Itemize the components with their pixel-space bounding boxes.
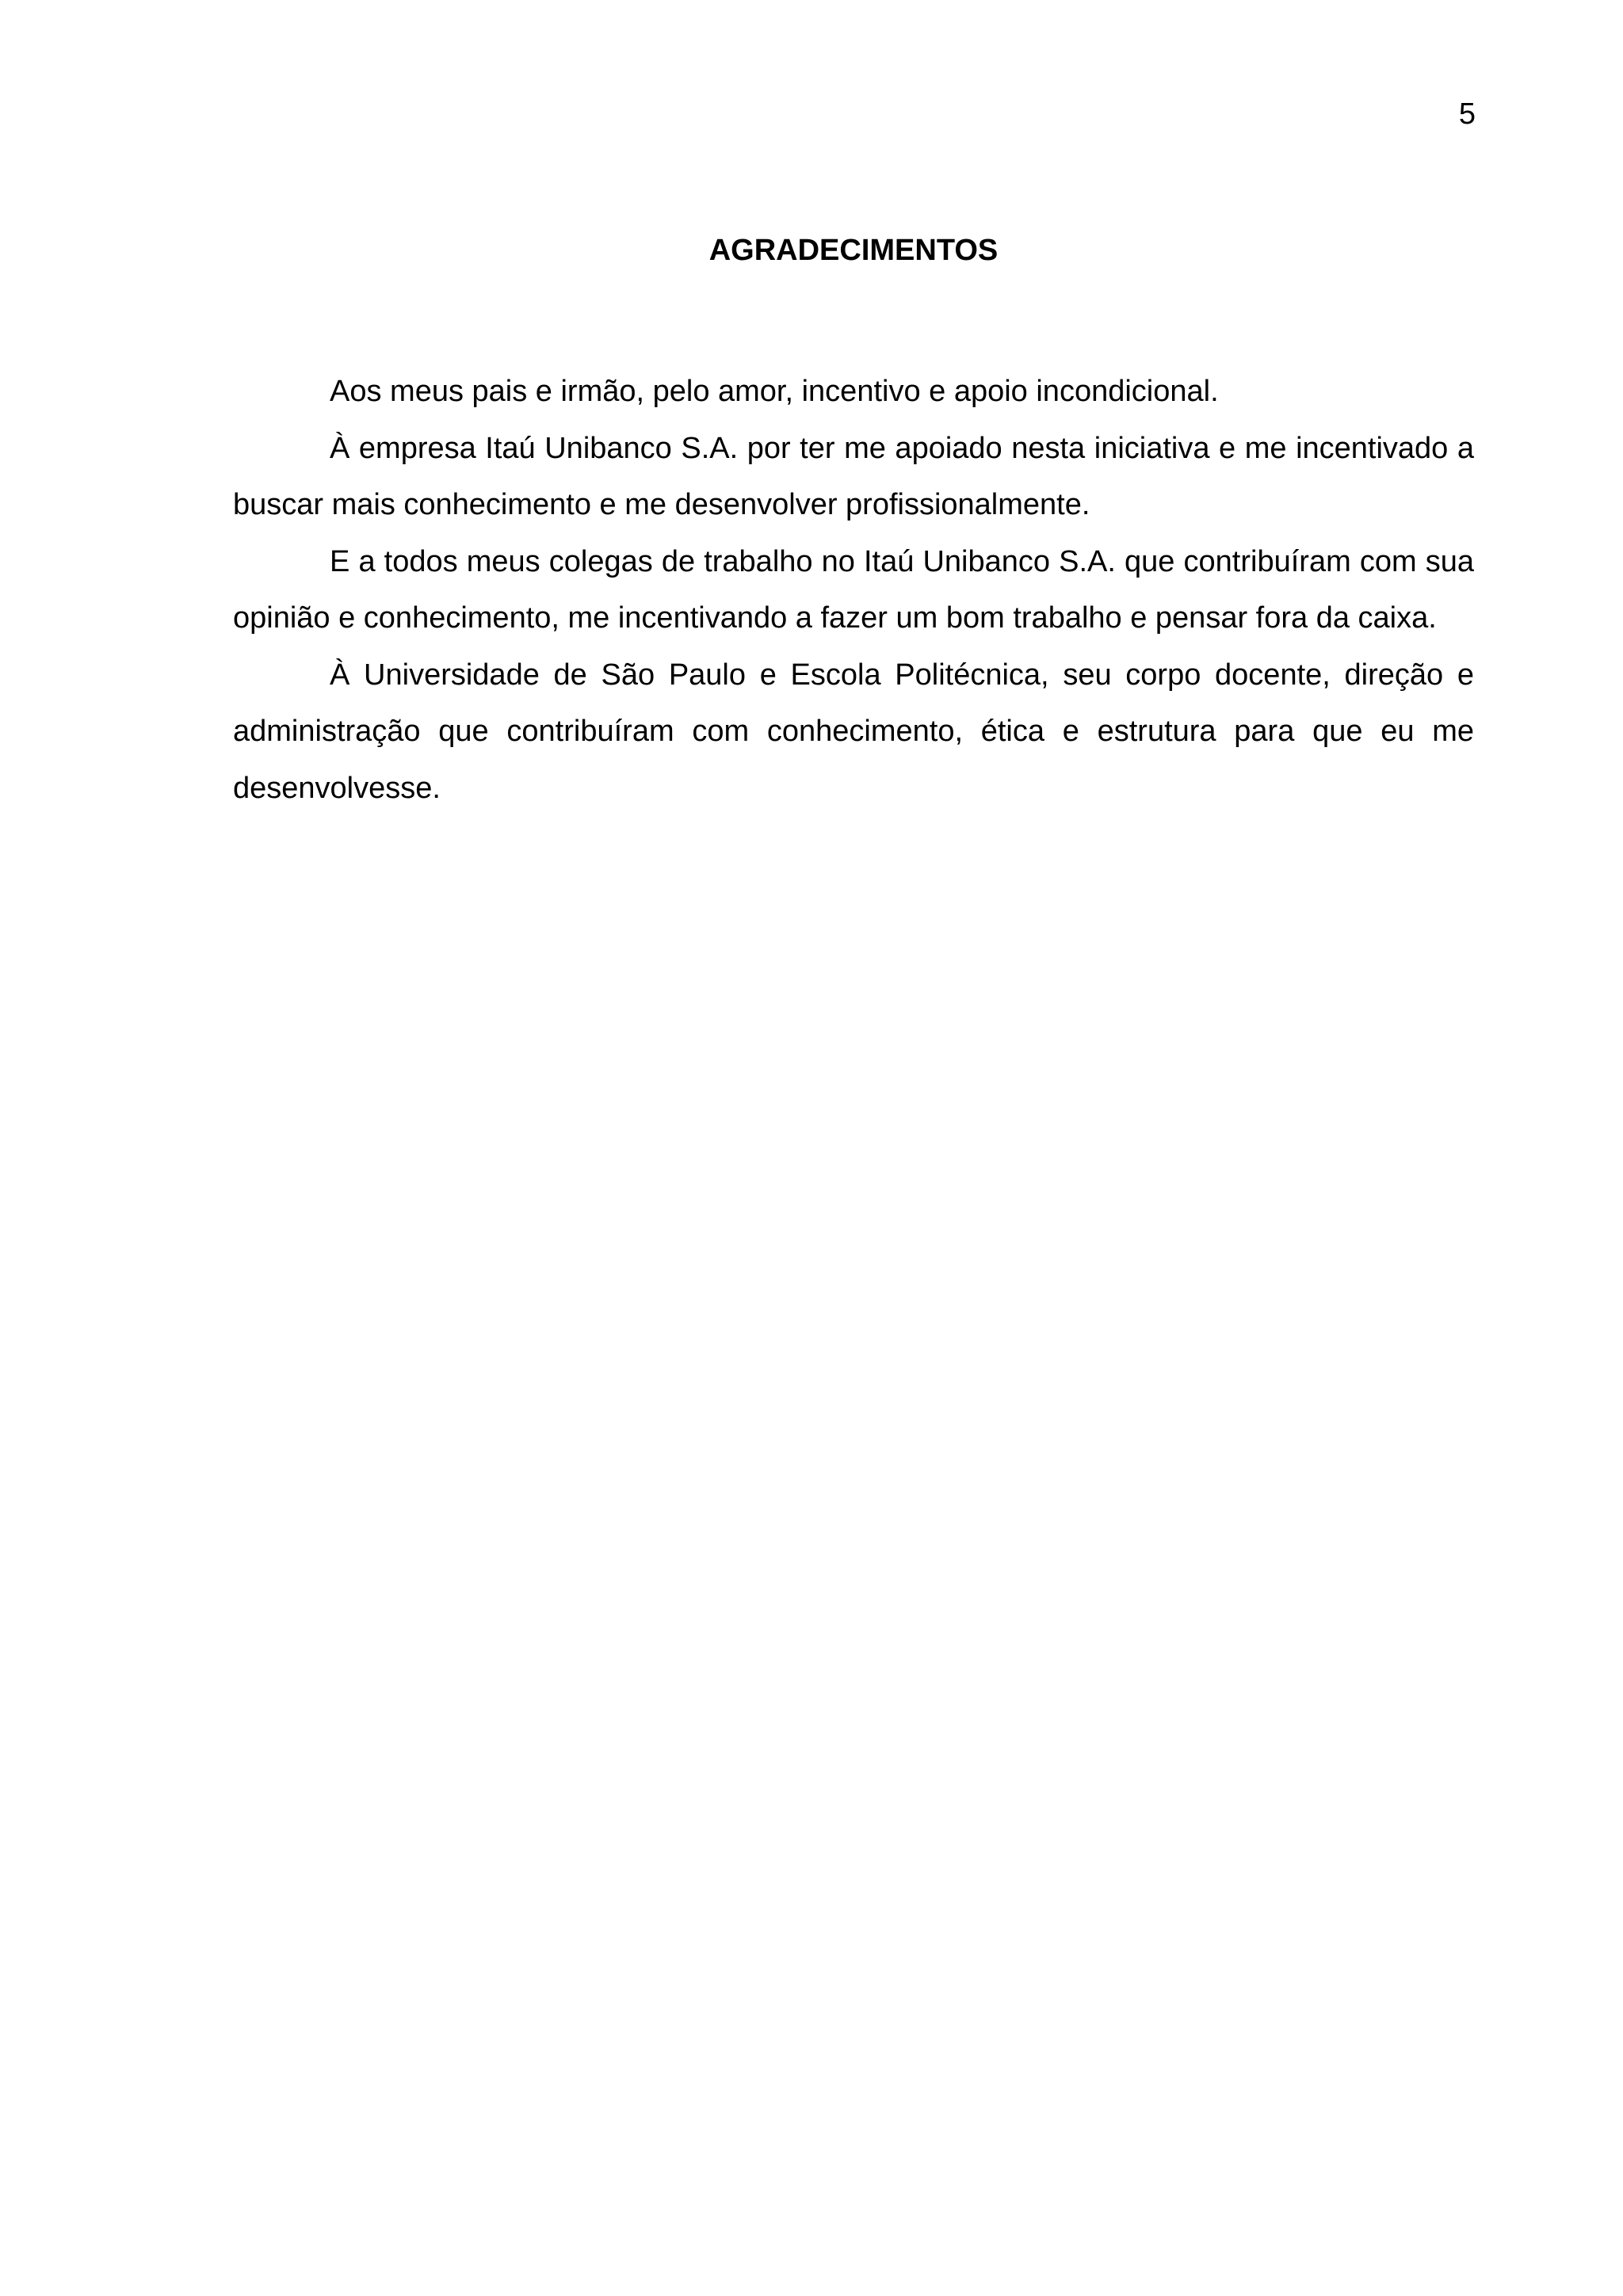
page-title: AGRADECIMENTOS <box>708 234 999 267</box>
acknowledgements-body <box>233 364 1474 817</box>
paragraph-company: À empresa Itaú Unibanco S.A. por ter me apoiado nesta iniciativa e me incentivado a buscar mais conhecimento e me desenvolver profissionalmente. <box>233 431 1474 521</box>
paragraph-colleagues: E a todos meus colegas de trabalho no Itaú Unibanco S.A. que contribuíram com sua opinião e conhecimento, me incentivando a fazer um bom trabalho e pensar fora da caixa. <box>233 544 1474 635</box>
paragraph-university: À Universidade de São Paulo e Escola Politécnica, seu corpo docente, direção e administração que contribuíram com conhecimento, ética e estrutura para que eu me desenvolvesse. <box>233 658 1474 805</box>
paragraph-family: Aos meus pais e irmão, pelo amor, incentivo e apoio incondicional. <box>330 375 1219 408</box>
page-number: 5 <box>1458 97 1476 131</box>
